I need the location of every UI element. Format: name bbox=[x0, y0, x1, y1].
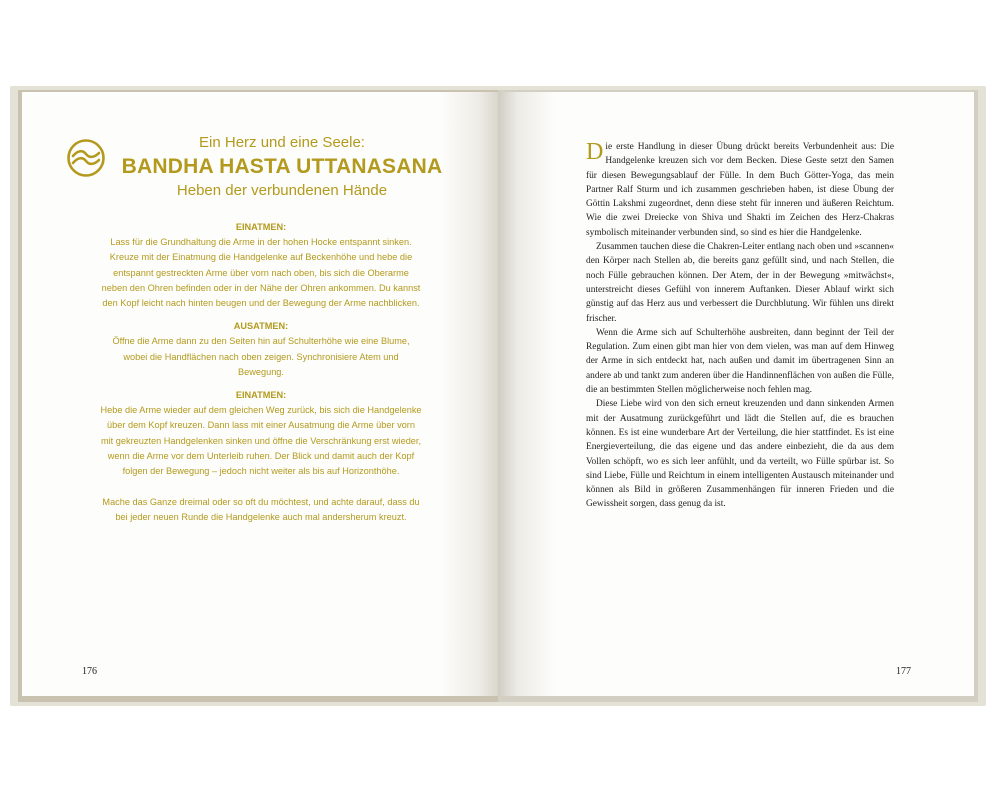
page-kicker: Ein Herz und eine Seele: bbox=[199, 134, 365, 151]
drop-cap: D bbox=[586, 139, 604, 165]
page-subtitle: Heben der verbundenen Hände bbox=[176, 182, 388, 199]
left-page bbox=[22, 92, 498, 696]
heart-wave-icon bbox=[66, 138, 106, 178]
closing-text: Mache das Ganze dreimal oder so oft du möchtest, und achte darauf, dass du bei jeder neuen Runde die Handgelenke auch mal andersherum kreuzt. bbox=[102, 497, 420, 523]
page-number-right: 177 bbox=[896, 666, 911, 677]
section-heading: AUSATMEN: bbox=[233, 321, 289, 332]
page-title: BANDHA HASTA UTTANASANA bbox=[121, 155, 443, 178]
paragraph: Die erste Handlung in dieser Übung drückt bereits Verbundenheit aus: Die Handgelenke kreuzen sich vor dem Becken. Diese Geste setzt den Samen für diesen Bewegungsablauf der Fülle. In dem Buch Götter-Yoga, das mein Partner Ralf Sturm und ich zusammen geschrieben haben, ist diese Übung der Göttin Lakshmi zugeordnet, denn diese steht für inneren und äußeren Reichtum. Wie die zwei Dreiecke von Shiva und Shakti im Zeichen des Herz-Chakras symbolisch miteinander verbunden sind, so sind es hier die Handgelenke. bbox=[586, 139, 894, 238]
instructions bbox=[100, 220, 422, 526]
paragraph: Zusammen tauchen diese die Chakren-Leiter entlang nach oben und »scannen« den Körper nach Stellen ab, die bereits ganz gefüllt sind, und nach Stellen, die noch Fülle gebrauchen können. Der Atem, der in der Bewegung »mitwächst«, unterstreicht dieses Gefühl von innerem Auftanken. Dieser Ablauf wirkt sich günstig auf das Herz aus und verbessert die Durchblutung. Wir fühlen uns direkt frischer. bbox=[586, 242, 894, 324]
body-text bbox=[586, 140, 894, 512]
section-heading: EINATMEN: bbox=[235, 390, 287, 401]
page-number-left: 176 bbox=[82, 666, 97, 677]
section-text: Hebe die Arme wieder auf dem gleichen Weg zurück, bis sich die Handgelenke über dem Kopf kreuzen. Dann lass mit einer Ausatmung die Arme über vorn mit gekreuzten Handgelenken sinken und öffne die Verschränkung erst wieder, wenn die Arme vor dem Unterleib ruhen. Der Blick und damit auch der Kopf folgen der Bewegung – jedoch nicht weiter als bis auf Horizonthöhe. bbox=[100, 405, 422, 477]
paragraph: Wenn die Arme sich auf Schulterhöhe ausbreiten, dann beginnt der Teil der Regulation. Zum einen gibt man hier von dem vielen, was man auf dem Hinweg der Arme in sich entdeckt hat, nach außen und damit im übertragenen Sinn an andere ab und tankt zum anderen über die Handinnenflächen von außen die Fülle, die an bestimmten Stellen möglicherweise noch fehlen mag. bbox=[586, 327, 894, 396]
section-text: Lass für die Grundhaltung die Arme in der hohen Hocke entspannt sinken. Kreuze mit der Einatmung die Handgelenke auf Beckenhöhe und hebe die entspannt gestreckten Arme über vorn nach oben, bis sich die Oberarme neben den Ohren befinden oder in der Nähe der Ohren ankommen. Du kannst den Kopf leicht nach hinten beugen und der Bewegung der Arme nachblicken. bbox=[101, 237, 421, 309]
section-heading: EINATMEN: bbox=[235, 222, 287, 232]
paragraph: Diese Liebe wird von den sich erneut kreuzenden und dann sinkenden Armen mit der Ausatmung zurückgeführt und lädt die Stellen auf, die es brauchen können. Es ist eine wunderbare Art der Verteilung, die hier stattfindet. Es ist eine Energieverteilung, die das eigene und das andere einbezieht, die da aus dem Vollen schöpft, wo es sich leer anfühlt, und da verteilt, wo Fülle spürbar ist. So sind Liebe, Fülle und Reichtum in einem intelligenten Austausch miteinander und können als Bild in größeren Zusammenhängen für inneren Frieden und die Gewissheit sorgen, dass genug da ist. bbox=[586, 399, 894, 510]
section-text: Öffne die Arme dann zu den Seiten hin auf Schulterhöhe wie eine Blume, wobei die Handflächen nach oben zeigen. Synchronisiere Atem und Bewegung. bbox=[112, 336, 410, 377]
right-page bbox=[498, 92, 974, 696]
title-block bbox=[112, 134, 452, 200]
